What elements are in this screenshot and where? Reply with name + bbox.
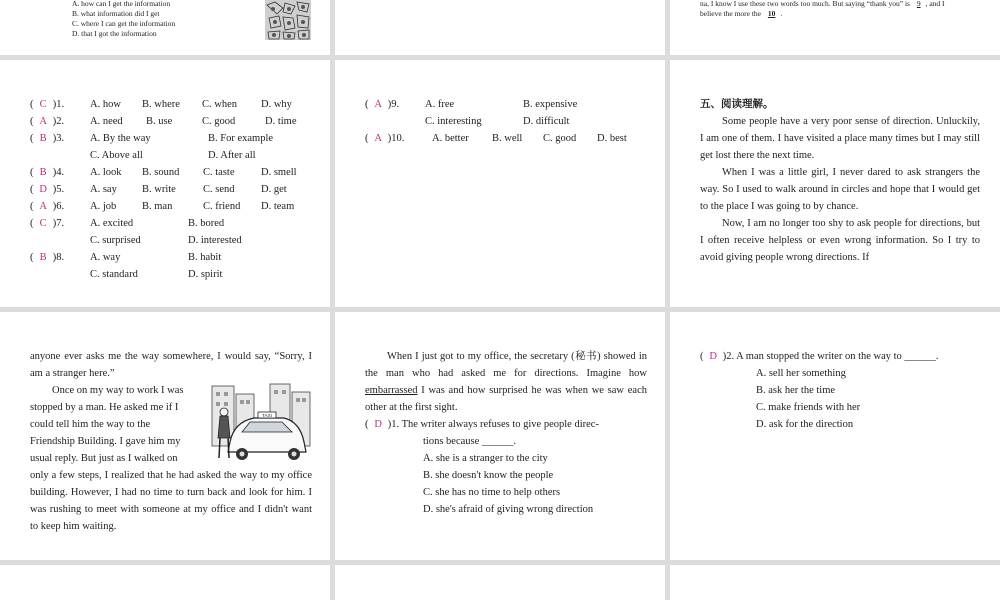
question-1: ( D )1. The writer always refuses to give people direc- tions because ______. A. she is a stranger to the city B. she doesn't know the people C. she has no time to help others D. she's afraid of giving wrong direction [365, 416, 647, 518]
blank-9: 9 [916, 0, 921, 8]
underlined-word: embarrassed [365, 385, 418, 396]
cloze-question: ( A )10. A. better B. well C. good D. best [365, 133, 627, 144]
option: B. ask her the time [756, 385, 836, 396]
panel-top-left [0, 0, 330, 55]
taxi-sign-text: TAXI [262, 413, 272, 418]
paragraph: Now, I am no longer too shy to ask people for directions, but I often receive helpless or even wrong information. So I try to avoid giving people wrong directions. If [700, 218, 980, 263]
paragraph: When I just got to my office, the secretary (秘书) showed in the man who had asked me for directions. Imagine how embarrassed I was and how surprised he was when we saw each other at the first sight. [365, 351, 647, 413]
option: D. she's afraid of giving wrong direction [423, 504, 594, 515]
cloze-question: ( D )5. A. say B. write C. send D. get [30, 184, 287, 195]
cloze-question: ( B )4. A. look B. sound C. taste D. smell [30, 167, 297, 178]
option: C. she has no time to help others [423, 487, 561, 498]
blank-10: 10 [767, 9, 776, 18]
taxi-illustration [210, 382, 312, 464]
panel-next-mid [335, 565, 665, 600]
panel-cloze-mid [335, 60, 665, 307]
panel-reading [670, 60, 1000, 307]
cloze-question: ( A )6. A. job B. man C. friend D. team [30, 201, 295, 212]
cloze-options-line2: C. Above all D. After all [90, 150, 256, 161]
cloze-list [30, 96, 330, 283]
option: A. how can I get the information [72, 0, 171, 8]
option: D. ask for the direction [756, 419, 854, 430]
panel-passage-continued [0, 312, 330, 560]
panel-passage-end [335, 312, 665, 560]
paragraph: Some people have a very poor sense of direction. Unluckily, I am one of them. I have visited a place many times but I may still get lost there the next time. [700, 116, 980, 161]
top-left-options [72, 0, 175, 39]
option: C. where I can get the information [72, 19, 176, 28]
illustration-image [265, 0, 311, 40]
cloze-question: ( B )8. A. way B. habit [30, 252, 222, 263]
option: C. make friends with her [756, 402, 861, 413]
cloze-question: ( C )7. A. excited B. bored [30, 218, 225, 229]
text-line: Once on my way to work I was [52, 385, 184, 396]
text-line: could tell him the way to the [30, 419, 151, 430]
reading-passage [700, 96, 980, 266]
paragraph: only a few steps, I realized that he had asked the way to my office building. However, I had no time to turn back and look for him. I was rushing to meet with someone at my office and I didn't want to keep him waiting. [30, 470, 312, 532]
cloze-options-line2: C. surprised D. interested [90, 235, 242, 246]
paragraph: When I was a little girl, I never dared to ask strangers the way. So I used to walk around in circles and hope that I would get to the place I was going to by chance. [700, 167, 980, 212]
panel-question-2 [670, 312, 1000, 560]
passage-text [30, 348, 312, 535]
passage-text [365, 348, 647, 518]
section-heading: 五、阅读理解。 [700, 98, 774, 110]
option: D. that I got the information [72, 29, 157, 38]
cloze-question: ( B )3. A. By the way B. For example [30, 133, 274, 144]
cloze-list [365, 96, 665, 147]
paragraph: anyone ever asks me the way somewhere, I would say, “Sorry, I am a stranger here.” [30, 351, 312, 379]
cloze-options-line2: C. standard D. spirit [90, 269, 223, 280]
paragraph-with-image [30, 382, 312, 467]
option: A. she is a stranger to the city [423, 453, 548, 464]
cloze-question: ( A )2. A. need B. use C. good D. time [30, 116, 297, 127]
cloze-options-line2: C. interesting D. difficult [425, 116, 570, 127]
option: B. she doesn't know the people [423, 470, 554, 481]
text-line: stopped by a man. He asked me if I [30, 402, 179, 413]
cloze-question: ( A )9. A. free B. expensive [365, 99, 578, 110]
question-2: ( D )2. A man stopped the writer on the way to ______. A. sell her something B. ask her the time C. make friends with her D. ask for the direction [700, 348, 990, 433]
panel-next-right [670, 565, 1000, 600]
panel-cloze-left [0, 60, 330, 307]
text-line: usual reply. But just as I walked on [30, 453, 178, 464]
text-line: Friendship Building. I gave him my [30, 436, 181, 447]
panel-top-right [670, 0, 1000, 55]
option: B. what information did I get [72, 9, 160, 18]
panel-top-mid [335, 0, 665, 55]
cloze-question: ( C )1. A. how B. where C. when D. why [30, 99, 292, 110]
option: A. sell her something [756, 368, 846, 379]
top-right-text: na, I know I use these two words too much. But saying “thank you” is 9 , and I believe the more the 10 . [700, 0, 945, 18]
panel-next-left [0, 565, 330, 600]
